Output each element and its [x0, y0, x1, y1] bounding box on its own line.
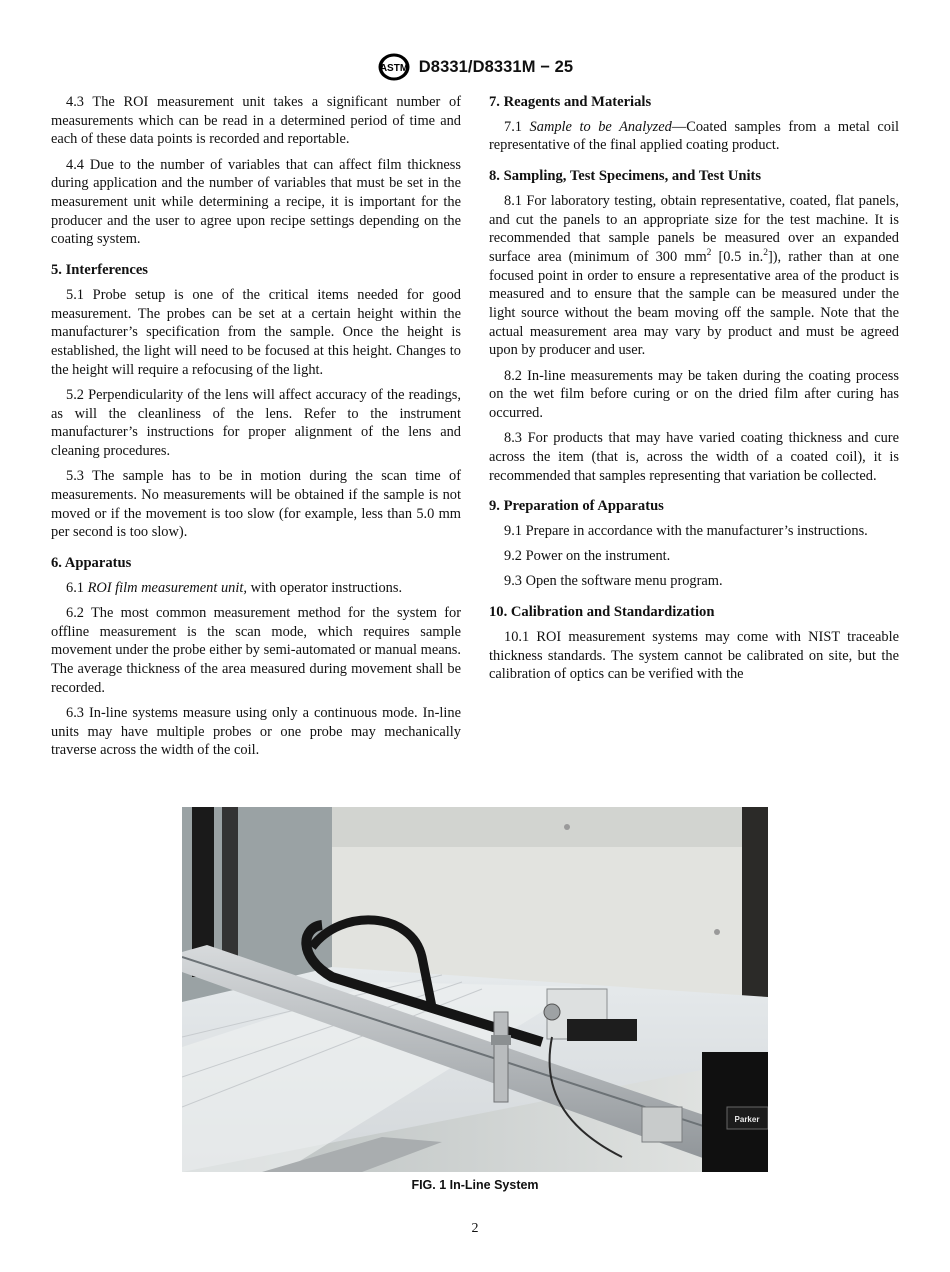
svg-text:Parker: Parker	[734, 1115, 760, 1124]
paragraph-6-3: 6.3 In-line systems measure using only a continuous mode. In-line units may have multiple probes or one probe may mechanically traverse across the width of the coil.	[51, 704, 461, 759]
paragraph-5-1: 5.1 Probe setup is one of the critical items needed for good measurement. The probes can be set at a certain height within the manufacturer’s specification from the sample. Once the height is established, the light will need to be focused at this height. Changes to the height will require a refocusing of the light.	[51, 286, 461, 378]
page-header	[0, 52, 950, 82]
paragraph-10-1: 10.1 ROI measurement systems may come with NIST traceable thickness standards. The system cannot be calibrated on site, but the calibration of optics can be verified with the	[489, 628, 899, 683]
paragraph-5-3: 5.3 The sample has to be in motion during the scan time of measurements. No measurements will be obtained if the sample is not moved or if the movement is too slow (for example, less than 5.0 mm per second is too slow).	[51, 468, 461, 541]
figure-in-line-system-photo	[182, 807, 768, 1172]
paragraph-8-2: 8.2 In-line measurements may be taken during the coating process on the wet film before curing or on the dried film after curing has occurred.	[489, 367, 899, 422]
astm-logo-icon	[377, 52, 411, 82]
paragraph-9-3: 9.3 Open the software menu program.	[504, 573, 723, 590]
paragraph-6-1: 6.1 ROI film measurement unit, with operator instructions.	[66, 579, 403, 596]
paragraph-4-3: 4.3 The ROI measurement unit takes a significant number of measurements which can be read in a determined period of time and each of these data points is recorded and reportable.	[51, 94, 461, 148]
paragraph-9-1: 9.1 Prepare in accordance with the manufacturer’s instructions.	[504, 523, 868, 540]
section-heading-calibration: 10. Calibration and Standardization	[489, 604, 715, 621]
svg-text:ASTM: ASTM	[379, 63, 408, 74]
document-designation: D8331/D8331M − 25	[418, 57, 574, 76]
paragraph-6-2: 6.2 The most common measurement method for the system for offline measurement is the scan mode, which requires sample movement under the probe either by semi-automated or manual means. The average thickness of the area measured during movement shall be recorded.	[51, 604, 461, 696]
left-column	[51, 93, 461, 767]
page-number: 2	[471, 1221, 479, 1236]
right-column	[489, 93, 899, 690]
paragraph-8-3: 8.3 For products that may have varied coating thickness and cure across the item (that is, across the width of a coated coil), it is recommended that samples representing that variation be collected.	[489, 430, 899, 484]
section-heading-apparatus: 6. Apparatus	[51, 554, 132, 571]
in-line-system-illustration	[182, 807, 768, 1172]
paragraph-8-1: 8.1 For laboratory testing, obtain representative, coated, flat panels, and cut the panels to an appropriate size for the test machine. It is recommended that sample panels be measured over an expanded surface area (minimum of 300 $mm^2$ [0.5 in.$^2$]), rather than at one focused point in order to ensure a representative area of the product is measured and to ensure that the sample can be measured under the light source without the beam moving off the sample. Note that the actual measurement area may vary by product and must be agreed upon by producer and user.	[489, 192, 899, 359]
paragraph-9-2: 9.2 Power on the instrument.	[504, 548, 671, 565]
section-heading-sampling: 8. Sampling, Test Specimens, and Test Units	[489, 168, 762, 185]
section-heading-reagents: 7. Reagents and Materials	[489, 94, 652, 110]
paragraph-7-1: 7.1 Sample to be Analyzed—Coated samples from a metal coil representative of the final applied coating product.	[489, 118, 899, 154]
paragraph-5-2: 5.2 Perpendicularity of the lens will affect accuracy of the readings, as will the cleanliness of the lens. Refer to the instrument manufacturer’s instructions for proper alignment of the lens and cleaning procedures.	[51, 386, 461, 459]
section-heading-interferences: 5. Interferences	[51, 262, 148, 279]
section-heading-preparation: 9. Preparation of Apparatus	[489, 498, 664, 515]
paragraph-4-4: 4.4 Due to the number of variables that can affect film thickness during application and the number of variables that must be set in the measurement unit while determining a recipe, it is important for the producer and the user to agree upon recipe settings depending on the coating system.	[51, 156, 461, 248]
figure-caption: FIG. 1 In-Line System	[411, 1178, 539, 1192]
